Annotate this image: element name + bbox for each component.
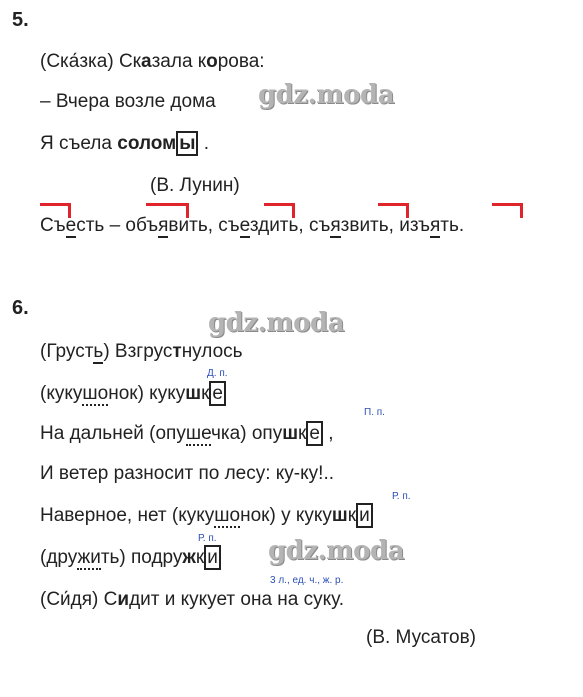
case-note: Р. п.	[198, 533, 217, 544]
case-note: Д. п.	[207, 368, 228, 379]
case-note: П. п.	[364, 407, 385, 418]
ex5-line-3: Я съела солом ы .	[40, 133, 209, 154]
ex5-line-1: (Ска́зка) Сказала корова:	[40, 51, 265, 72]
exercise-5-number: 5.	[12, 9, 29, 31]
watermark: gdz.moda	[258, 80, 395, 110]
ex6-line-6: (дружить) подружк и	[40, 546, 221, 570]
ex6-line-2: (кукушонок) кукушк е	[40, 382, 226, 406]
ex5-line-2: – Вчера возле дома	[40, 91, 216, 112]
ex5-words-line: Съесть – объявить, съездить, съязвить, изъять.	[40, 215, 465, 236]
root-mark	[492, 203, 523, 218]
grammar-note: 3 л., ед. ч., ж. р.	[270, 575, 344, 586]
ex6-line-1: (Грусть) Взгрустнулось	[40, 341, 243, 362]
ex5-author: (В. Лунин)	[150, 175, 240, 196]
exercise-6-number: 6.	[12, 297, 29, 319]
ex6-line-4: И ветер разносит по лесу: ку-ку!..	[40, 463, 334, 484]
watermark: gdz.moda	[208, 308, 345, 338]
ex6-line-5: Наверное, нет (кукушонок) у кукушк и	[40, 504, 373, 528]
ex6-author: (В. Мусатов)	[366, 627, 477, 648]
ex6-line-3: На дальней (опушечка) опушк е ,	[40, 423, 334, 444]
case-note: Р. п.	[392, 491, 411, 502]
watermark: gdz.moda	[268, 536, 405, 566]
ex6-line-7: (Си́дя) Сидит и кукует она на суку.	[40, 589, 345, 610]
